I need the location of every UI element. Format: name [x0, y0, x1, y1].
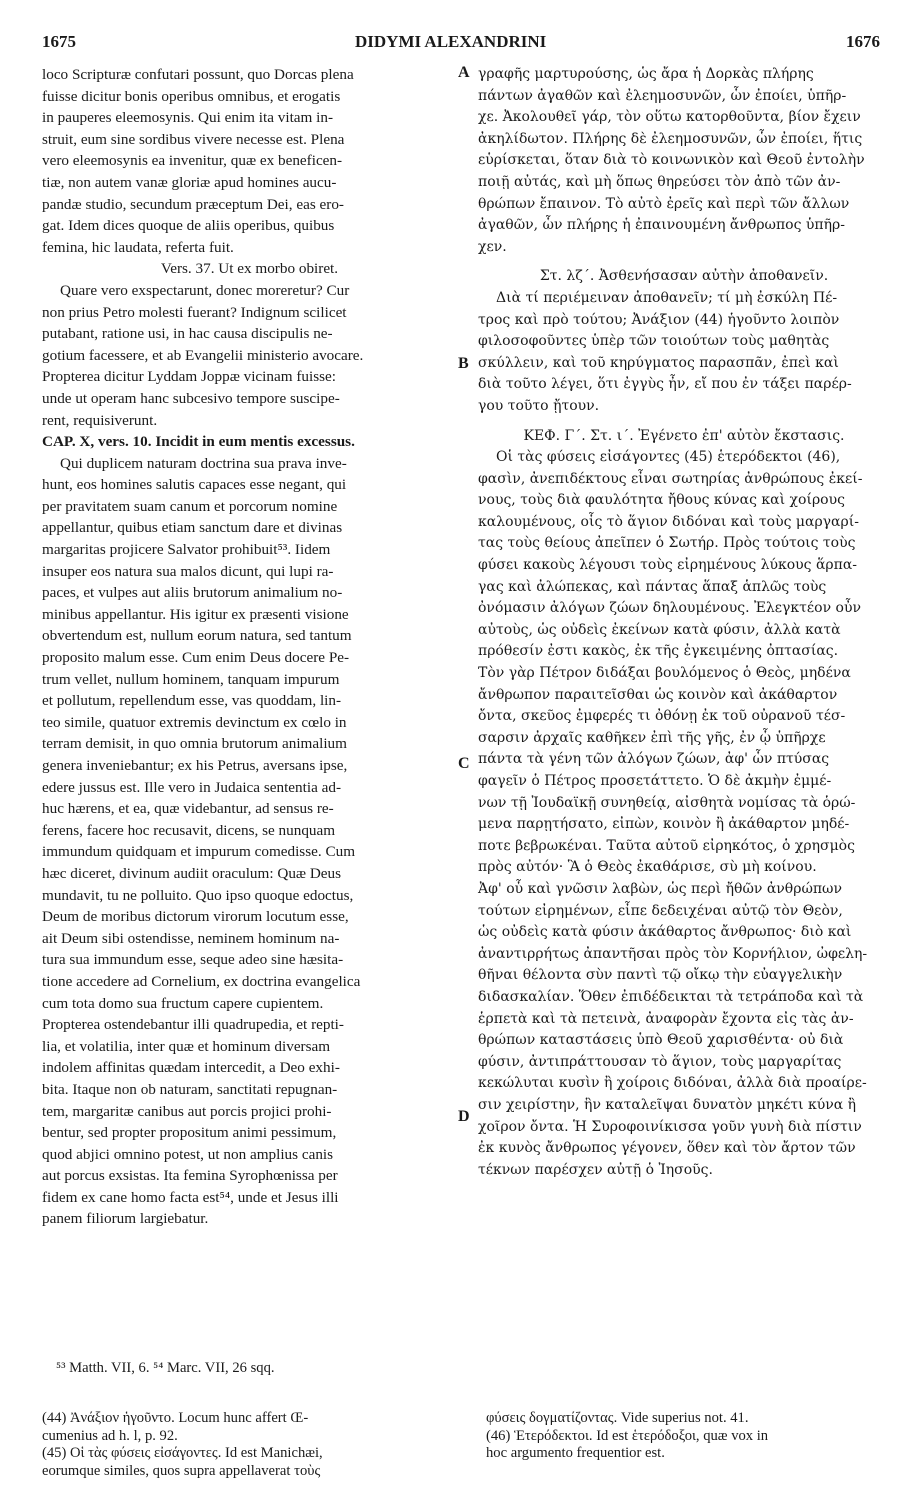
text-line: πάντων ἀγαθῶν καὶ ἐλεημοσυνῶν, ὧν ἐποίει, ὑπῆρ-	[478, 87, 847, 104]
text-line: panem filiorum largiebatur.	[42, 1210, 209, 1228]
text-line: τέκνων παρέσχεν αὐτῇ ὁ Ἰησοῦς.	[478, 1161, 713, 1178]
text-line: trum vellet, nullum hominem, tanquam impurum	[42, 670, 340, 688]
text-line: ὄντα, σκεῦος ἐμφερές τι ὀθόνῃ ἐκ τοῦ οὐρανοῦ τέσ-	[478, 708, 846, 725]
footnote-line: eorumque similes, quos supra appellaverat τοὺς	[42, 1462, 321, 1479]
text-line: Στ. λζ΄. Ἀσθενήσασαν αὐτὴν ἀποθανεῖν.	[539, 268, 829, 285]
text-line: χεν.	[478, 238, 507, 255]
text-line: Διὰ τί περιέμειναν ἀποθανεῖν; τί μὴ ἐσκύλη Πέ-	[496, 289, 838, 306]
latin-column	[42, 64, 457, 1230]
text-line: tem, margaritæ canibus aut porcis projici prohi-	[42, 1102, 332, 1120]
text-line: θρώπων ἔπαινον. Τὸ αὐτὸ ἐρεῖς καὶ περὶ τῶν ἄλλων	[478, 195, 850, 212]
text-line: γας καὶ ἀλώπεκας, καὶ πάντας ἅπαξ ἁπλῶς τοὺς	[478, 578, 827, 595]
text-line: immundum quidquam et impurum comedisse. Cum	[42, 843, 356, 861]
scripture-references: ⁵³ Matth. VII, 6. ⁵⁴ Marc. VII, 26 sqq.	[56, 1360, 275, 1376]
text-line: tiæ, non autem vanæ gloriæ apud homines aucu-	[42, 173, 337, 191]
text-line: in pauperes eleemosynis. Qui enim ita vitam in-	[42, 109, 334, 127]
text-line: bentur, sed propter propositum animi pessimum,	[42, 1124, 337, 1142]
text-line: σκύλλειν, καὶ τοῦ κηρύγματος παρασπᾶν, ἐπεὶ καὶ	[478, 354, 839, 371]
text-line: εὑρίσκεται, ὅταν διὰ τὸ κοινωνικὸν καὶ Θεοῦ ἐντολὴν	[478, 152, 865, 169]
running-title: DIDYMI ALEXANDRINI	[355, 32, 547, 51]
text-line: paces, et vulpes aut aliis brutorum animalium no-	[42, 584, 343, 602]
text-line: νους, τοὺς διὰ φαυλότητα ἤθους κύνας καὶ χοίρους	[478, 492, 845, 509]
text-line: loco Scripturæ confutari possunt, quo Dorcas plena	[42, 66, 354, 83]
text-line: proposito malum esse. Cum enim Deus docere Pe-	[42, 649, 350, 667]
text-line: χοῖρον ὄντα. Ἡ Συροφοινίκισσα γοῦν γυνὴ διὰ πίστιν	[478, 1118, 862, 1135]
text-line: struit, eum sine sordibus vivere necesse est. Plena	[42, 130, 345, 148]
text-line: putabant, ratione usi, in hac causa discipulis ne-	[42, 325, 333, 343]
text-line: aut porcus exsistas. Ita femina Syrophœnissa per	[42, 1167, 338, 1185]
text-line: indolem affinitas quædam intercedit, a Deo exhi-	[42, 1059, 340, 1077]
text-line: σαρσιν ἀρχαῖς καθῆκεν ἐπὶ τῆς γῆς, ἐν ᾧ ὑπῆρχε	[478, 729, 826, 746]
text-line: et pollutum, repellendum esse, vas quoddam, lin-	[42, 692, 342, 710]
text-line: obvertendum est, nullum eorum natura, sed tantum	[42, 627, 352, 645]
text-line: CAP. X, vers. 10. Incidit in eum mentis excessus.	[42, 433, 355, 451]
footnote-line: (44) Ἀνάξιον ἡγοῦντο. Locum hunc affert Œ-	[42, 1410, 309, 1426]
text-line: φύσιν, ἀντιπράττουσαν τὸ ἅγιον, τοὺς μαργαρίτας	[478, 1053, 842, 1070]
text-line: Qui duplicem naturam doctrina sua prava inve-	[60, 454, 347, 472]
text-line: Οἱ τὰς φύσεις εἰσάγοντες (45) ἑτερόδεκτοι (46),	[496, 449, 841, 466]
text-line: rent, requisiverunt.	[42, 411, 158, 429]
text-line: ἄνθρωπον παραιτεῖσθαι ὡς κοινὸν καὶ ἀκάθαρτον	[478, 686, 838, 703]
text-line: χε. Ἀκολουθεῖ γάρ, τὸν οὕτω κατορθοῦντα, βίον ἔχειν	[478, 109, 861, 126]
text-line: mundavit, tu ne polluito. Quo ipso quoque edoctus,	[42, 886, 354, 904]
text-line: vero eleemosynis ea invenitur, quæ ex beneficen-	[42, 152, 343, 170]
text-line: ferens, facere hoc recusavit, dicens, se nunquam	[42, 821, 336, 839]
text-line: unde ut operam hanc subcesivo tempore suscipe-	[42, 389, 340, 407]
footnotes-right	[486, 1410, 896, 1463]
text-line: θρώπων καταστάσεις ὑπὸ Θεοῦ χαρισθέντα· οὐ διὰ	[478, 1032, 844, 1049]
text-line: teo simile, quatuor extremis devinctum ex cœlo in	[42, 713, 347, 731]
text-line: quod abjici omnino potest, ut non amplius canis	[42, 1145, 334, 1163]
text-line: καλουμένους, οἷς τὸ ἅγιον διδόναι καὶ τοὺς μαργαρί-	[478, 513, 859, 530]
text-line: ἑρπετὰ καὶ τὰ πετεινὰ, ἀναφορὰν ἔχοντα εἰς τὰς ἀν-	[478, 1010, 854, 1027]
text-line: tione accedere ad Cornelium, ex doctrina evangelica	[42, 972, 361, 990]
text-line: ποτε βεβρωκέναι. Ταῦτα αὐτοῦ εἰρηκότος, ὁ χρησμὸς	[478, 837, 855, 854]
text-line: ait Deum sibi ostendisse, neminem hominum na-	[42, 929, 340, 947]
text-line: τας τοὺς θείους ἀπεῖπεν ὁ Σωτήρ. Πρὸς τούτοις τοὺς	[478, 535, 856, 552]
margin-marker-a: A	[458, 64, 470, 81]
text-line: φιλοσοφοῦντες ὑπὲρ τῶν τοιούτων τοὺς μαθητὰς	[478, 333, 830, 350]
text-line: ποιῇ αὐτάς, καὶ μὴ ὅπως θηρεύσει τὸν ἀπὸ τῶν ἀν-	[478, 173, 841, 190]
text-line: αὐτοὺς, ὡς οὐδεὶς ἐκείνων κατὰ φύσιν, ἀλλὰ κατὰ	[478, 621, 841, 638]
text-line: ὀνόμασιν ἀλόγων ζώων δηλουμένους. Ἐλεγκτέον οὖν	[478, 600, 862, 617]
greek-column	[478, 64, 890, 1181]
margin-marker-d: D	[458, 1108, 470, 1125]
text-line: Deum de moribus dictorum virorum locutum esse,	[42, 908, 349, 926]
text-line: hunt, eos homines salutis capaces esse negant, qui	[42, 476, 347, 494]
text-line: ὡς οὐδεὶς κατὰ φύσιν ἀκάθαρτος ἄνθρωπος· διὸ καὶ	[478, 924, 852, 941]
text-line: Propterea ostendebantur illi quadrupedia, et repti-	[42, 1016, 344, 1034]
page-number-right: 1676	[846, 32, 880, 51]
margin-marker-c: C	[458, 755, 470, 772]
text-line: margaritas projicere Salvator prohibuit⁵³. Iidem	[42, 541, 331, 559]
text-line: tura sua immundum esse, seque adeo sine hæsita-	[42, 951, 344, 969]
text-line: edere jussus est. Ille vero in Judaica sententia ad-	[42, 778, 342, 796]
text-line: hæc diceret, divinum audiit oraculum: Quæ Deus	[42, 864, 342, 882]
text-line: φασὶν, ἀνεπιδέκτους εἶναι σωτηρίας ἀνθρώπους ἐκεί-	[478, 470, 863, 487]
text-line: pandæ studio, secundum præceptum Dei, eas ero-	[42, 195, 344, 213]
text-line: non prius Petro molesti fuerant? Indignum scilicet	[42, 303, 347, 321]
text-line: fuisse dicitur bonis operibus omnibus, et erogatis	[42, 87, 341, 105]
text-line: minibus appellantur. His igitur ex præsenti visione	[42, 605, 349, 623]
text-line: lia, et volatilia, inter quæ et hominum diversam	[42, 1037, 331, 1055]
text-line: huc hærens, et ea, quæ videbantur, ad sensus re-	[42, 800, 334, 818]
text-line: ἐκ κυνὸς ἄνθρωπος γέγονεν, ὅθεν καὶ τὸν ἄρτον τῶν	[478, 1140, 856, 1157]
text-line: γραφῆς μαρτυρούσης, ὡς ἄρα ἡ Δορκὰς πλήρης	[478, 66, 814, 82]
text-line: τούτων εἰρημένων, εἶπε δεδειχέναι αὐτῷ τὸν Θεὸν,	[478, 902, 843, 919]
text-line: ἀγαθῶν, ὧν πλήρης ἡ ἐπαινουμένη ἄνθρωπος ὑπῆρ-	[478, 217, 845, 234]
footnotes-left	[42, 1410, 462, 1480]
footnote-line: (46) Ἑτερόδεκτοι. Id est ἑτερόδοξοι, quæ vox in	[486, 1427, 769, 1444]
text-line: insuper eos natura sua malos dicunt, qui lupi ra-	[42, 562, 334, 580]
text-line: κεκώλυται κυσὶν ἢ χοίροις διδόναι, ἀλλὰ διὰ προαίρε-	[478, 1075, 867, 1092]
text-line: μενα παρῃτήσατο, εἰπὼν, κοινὸν ἢ ἀκάθαρτον μηδέ-	[478, 816, 850, 833]
text-line: bita. Itaque non ob naturam, sanctitati repugnan-	[42, 1080, 338, 1098]
text-line: fidem ex cane homo facta est⁵⁴, unde et Jesus illi	[42, 1188, 339, 1206]
text-line: Ἀφ' οὗ καὶ γνῶσιν λαβὼν, ὡς περὶ ἤθῶν ἀνθρώπων	[478, 880, 842, 897]
text-line: genera inveniebantur; ex his Petrus, aversans ipse,	[42, 757, 348, 774]
text-line: Quare vero exspectarunt, donec moreretur? Cur	[60, 281, 350, 299]
text-line: πρὸς αὐτόν· Ἃ ὁ Θεὸς ἐκαθάρισε, σὺ μὴ κοίνου.	[478, 859, 817, 876]
text-line: ἀναντιρρήτως ἀπαντῆσαι πρὸς τὸν Κορνήλιον, ὠφελη-	[478, 945, 868, 962]
text-line: terram demisit, in quo omnia brutorum animalium	[42, 735, 347, 753]
text-line: cum tota domo sua fructum capere cupientem.	[42, 994, 324, 1012]
page-number-left: 1675	[42, 32, 76, 51]
margin-marker-b: B	[458, 355, 469, 372]
text-line: φύσει κακοὺς λέγουσι τοὺς εἰρημένους λύκους ἅρπα-	[478, 557, 858, 574]
text-line: πρόθεσίν ἐστι κακὸς, ἐκ τῆς ἐγκειμένης ὀπτασίας.	[478, 643, 839, 660]
text-line: per pravitatem suam canum et porcorum nomine	[42, 497, 338, 515]
text-line: ΚΕΦ. Γ΄. Στ. ι΄. Ἐγένετο ἐπ' αὐτὸν ἔκστασις.	[523, 427, 845, 444]
text-line: Τὸν γὰρ Πέτρον διδάξαι βουλόμενος ὁ Θεὸς, μηδένα	[478, 665, 851, 682]
footnote-line: hoc argumento frequentior est.	[486, 1445, 665, 1461]
text-line: Propterea dicitur Lyddam Joppæ vicinam fuisse:	[42, 368, 336, 386]
text-line: σιν χειρίστην, ἣν καταλεῖψαι δυνατὸν μηκέτι κύνα ἢ	[478, 1096, 857, 1113]
text-line: θῆναι θέλοντα σὺν παντὶ τῷ οἴκῳ τὴν εὐαγγελικὴν	[478, 967, 843, 984]
text-line: τρος καὶ πρὸ τούτου; Ἀνάξιον (44) ἡγοῦντο λοιπὸν	[478, 311, 840, 328]
text-line: appellantur, quibus etiam sanctum dare et divinas	[42, 519, 343, 537]
text-line: νων τῇ Ἰουδαϊκῇ συνηθείᾳ, αἰσθητὰ νομίσας τὰ ὁρώ-	[478, 794, 856, 811]
text-line: πάντα τὰ γένη τῶν ἀλόγων ζώων, ἀφ' ὧν πτύσας	[478, 751, 830, 768]
footnote-line: φύσεις δογματίζοντας. Vide superius not. 41.	[486, 1410, 749, 1426]
text-line: ἀκηλίδωτον. Πλήρης δὲ ἐλεημοσυνῶν, ὧν ἐποίει, ἥτις	[478, 130, 863, 147]
footnote-line: cumenius ad h. l, p. 92.	[42, 1427, 178, 1444]
footnote-line: (45) Οἱ τὰς φύσεις εἰσάγοντες. Id est Manichæi,	[42, 1445, 323, 1461]
text-line: γου τοῦτο ᾔτουν.	[478, 397, 600, 414]
text-line: φαγεῖν ὁ Πέτρος προσετάττετο. Ὁ δὲ ἀκμὴν ἐμμέ-	[478, 773, 832, 789]
text-line: Vers. 37. Ut ex morbo obiret.	[160, 260, 339, 278]
text-line: gat. Idem dices quoque de aliis operibus, quibus	[42, 217, 335, 235]
text-line: gotium facessere, et ab Evangelii ministerio avocare.	[42, 346, 364, 364]
text-line: διὰ τοῦτο λέγει, ὅτι ἐγγὺς ἦν, εἴ που ἐν τάξει παρέρ-	[478, 376, 852, 393]
text-line: διδασκαλίαν. Ὅθεν ἐπιδέδεικται τὰ τετράποδα καὶ τὰ	[478, 988, 864, 1005]
text-line: femina, hic laudata, referta fuit.	[42, 238, 234, 256]
